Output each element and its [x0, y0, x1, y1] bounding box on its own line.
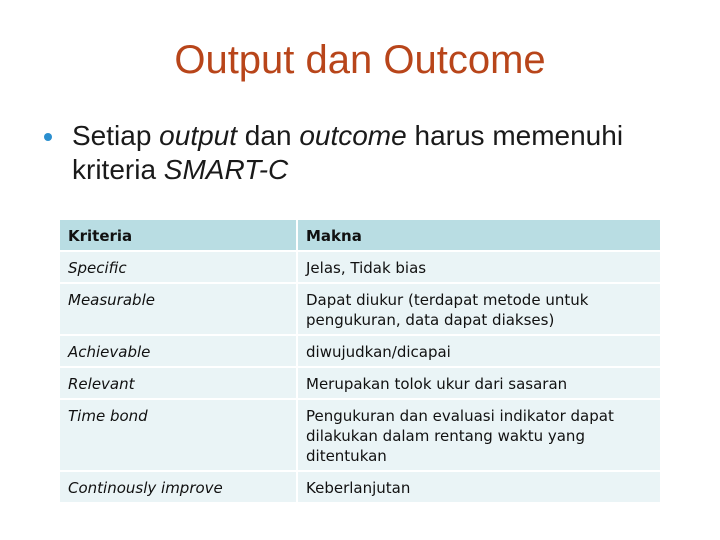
cell-makna: Keberlanjutan	[298, 472, 660, 504]
cell-kriteria: Relevant	[60, 368, 298, 400]
cell-kriteria: Continously improve	[60, 472, 298, 504]
table-row	[60, 400, 660, 472]
cell-makna: Jelas, Tidak bias	[298, 252, 660, 284]
cell-makna: Merupakan tolok ukur dari sasaran	[298, 368, 660, 400]
criteria-table	[60, 220, 660, 504]
cell-kriteria: Achievable	[60, 336, 298, 368]
table-row	[60, 284, 660, 336]
cell-makna: Dapat diukur (terdapat metode untuk pengukuran, data dapat diakses)	[298, 284, 660, 336]
bullet-text	[72, 119, 672, 187]
table-row	[60, 368, 660, 400]
bullet-text-part: harus memenuhi kriteria	[72, 120, 624, 185]
cell-kriteria: Time bond	[60, 400, 298, 472]
cell-makna: Pengukuran dan evaluasi indikator dapat dilakukan dalam rentang waktu yang ditentukan	[298, 400, 660, 472]
bullet-dot-icon	[44, 133, 52, 141]
table-row	[60, 336, 660, 368]
cell-kriteria: Measurable	[60, 284, 298, 336]
slide-title: Output dan Outcome	[174, 38, 546, 82]
header-kriteria: Kriteria	[60, 220, 298, 252]
bullet-text-part: dan	[237, 120, 300, 151]
table-row	[60, 252, 660, 284]
table-header-row	[60, 220, 660, 252]
bullet-text-part: Setiap	[72, 120, 160, 151]
cell-makna: diwujudkan/dicapai	[298, 336, 660, 368]
bullet-text-smartc: SMART-C	[163, 154, 289, 185]
cell-kriteria: Specific	[60, 252, 298, 284]
header-makna: Makna	[298, 220, 660, 252]
bullet-text-outcome: outcome	[299, 120, 407, 151]
table-row	[60, 472, 660, 504]
bullet-text-output: output	[159, 120, 238, 151]
